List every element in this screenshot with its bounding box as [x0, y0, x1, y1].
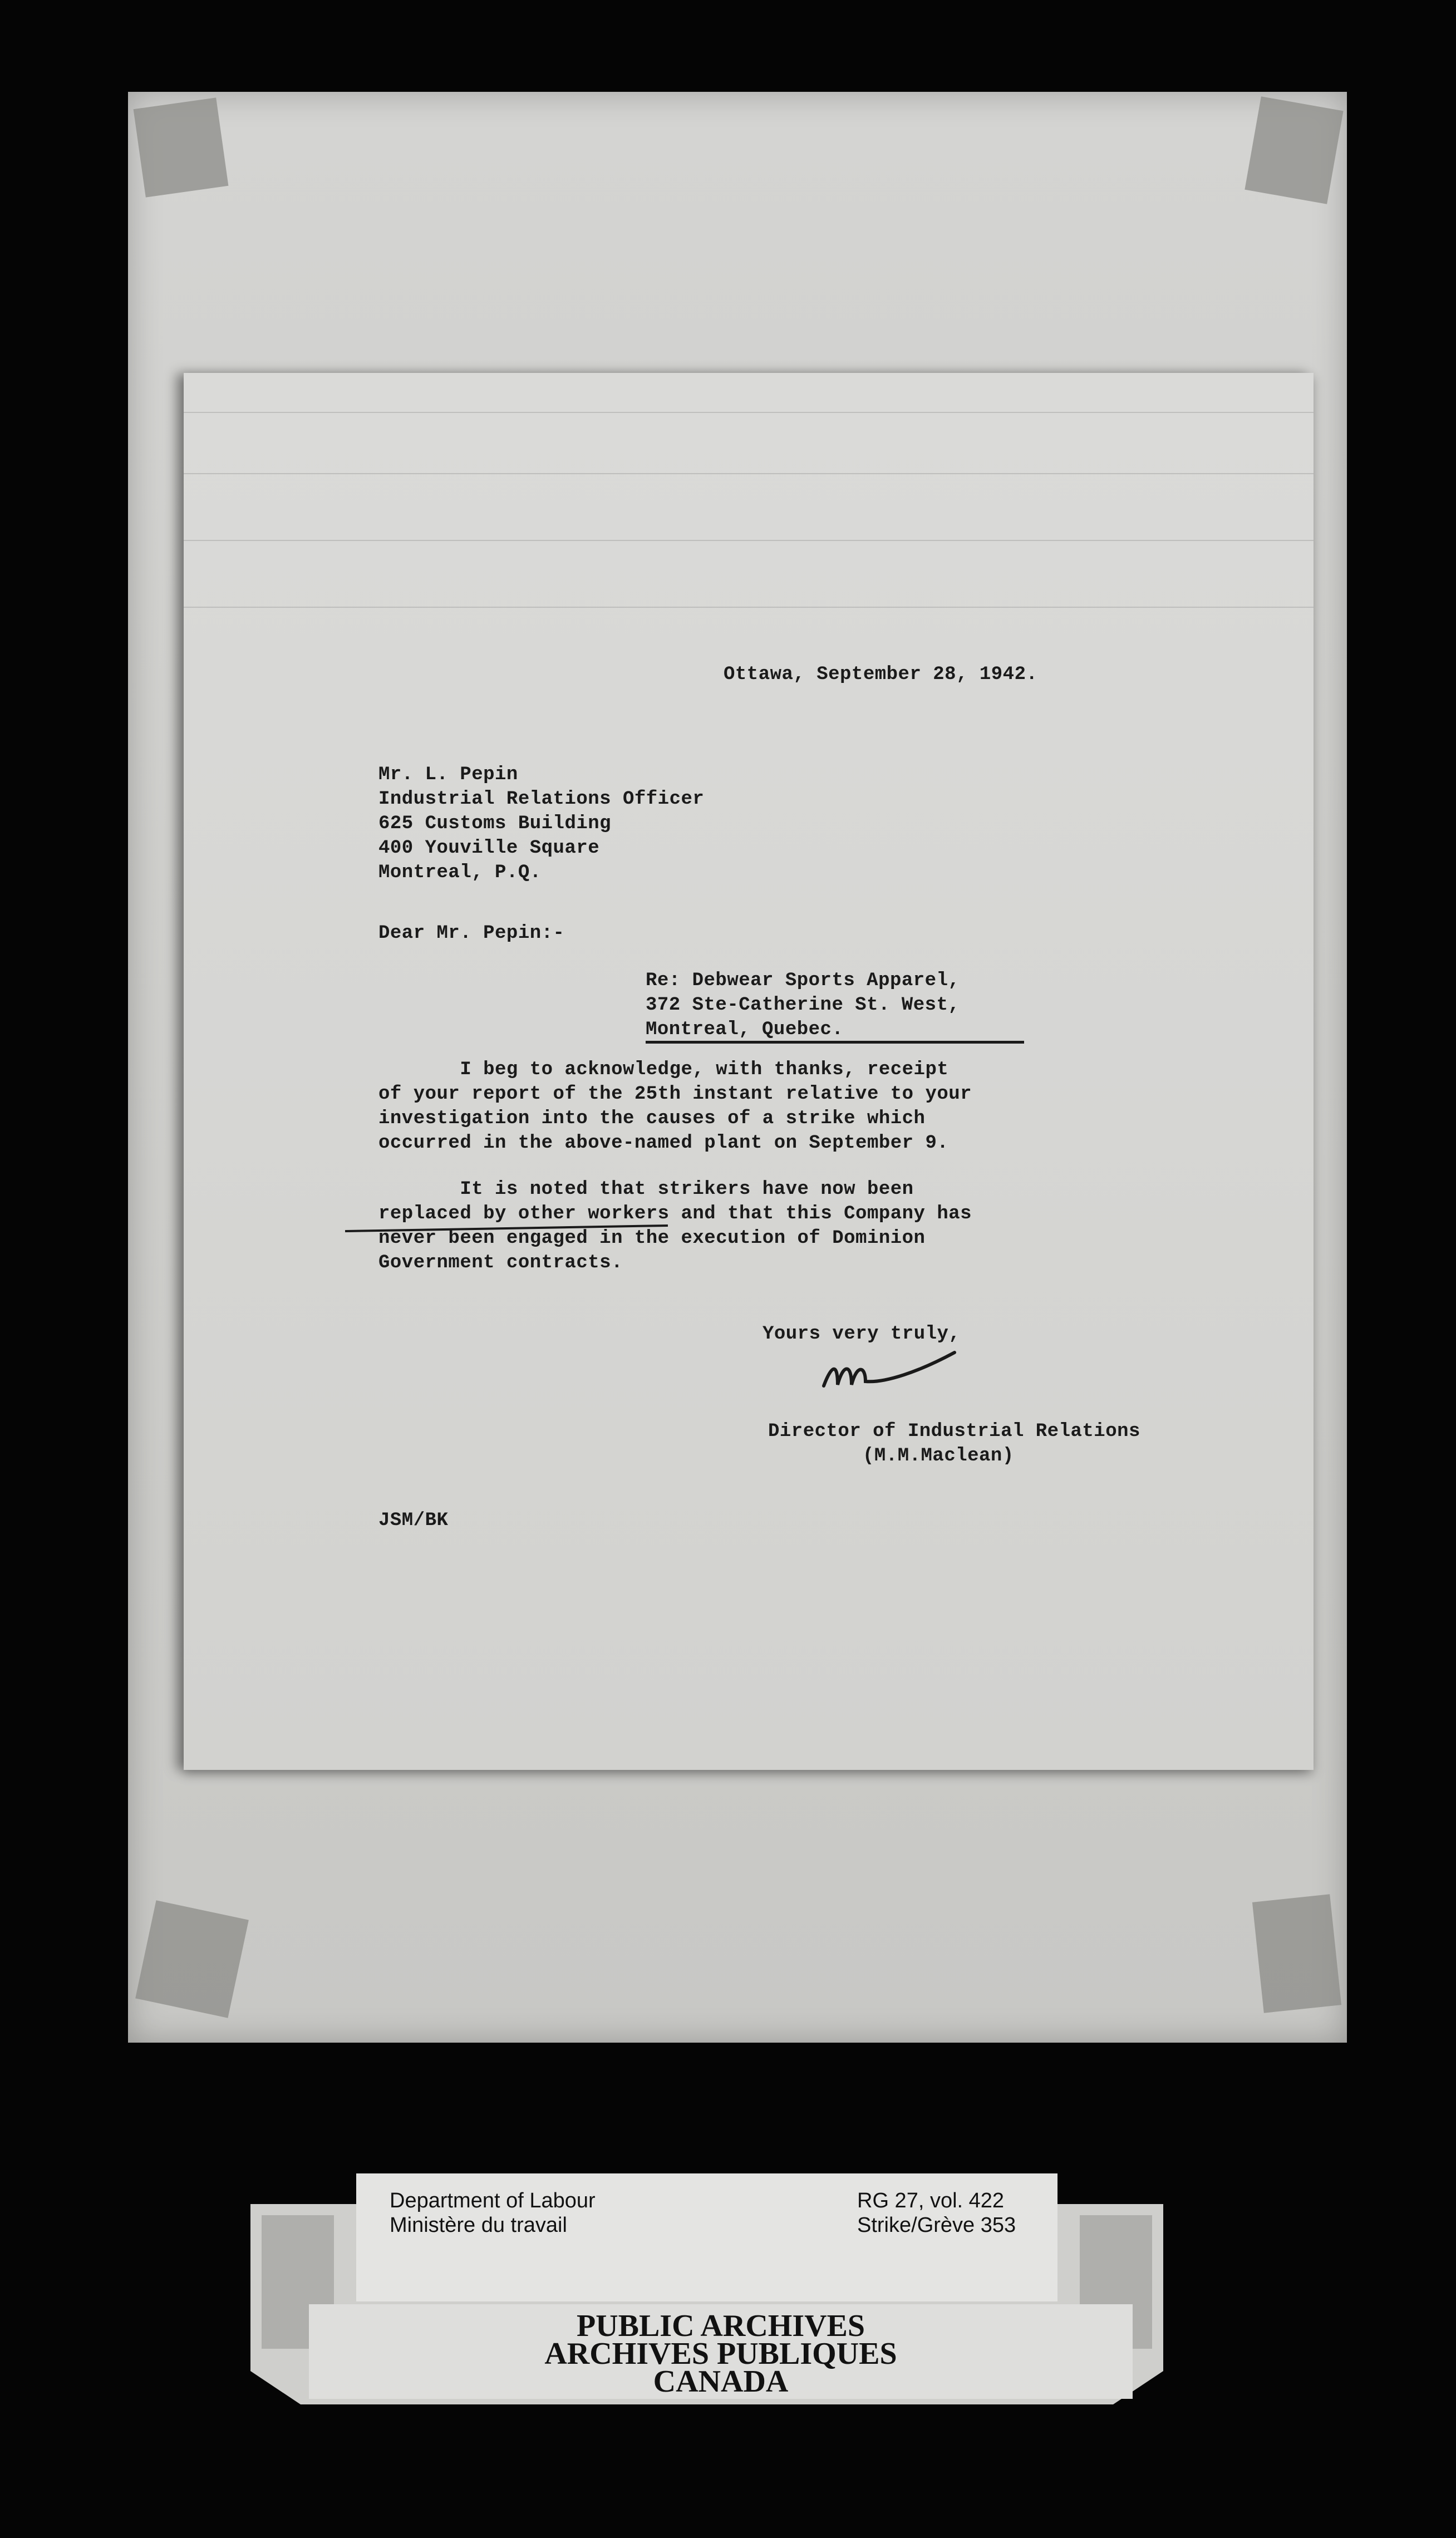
tape-bottom-right [1252, 1894, 1341, 2013]
tape-top-left [134, 97, 229, 197]
letter-page [184, 373, 1314, 1770]
label-strike-number: Strike/Grève 353 [857, 2214, 1016, 2237]
closing: Yours very truly, [763, 1324, 961, 1345]
label-dept-fr: Ministère du travail [390, 2214, 567, 2237]
address-line: Montreal, P.Q. [378, 862, 542, 883]
ruled-line [184, 607, 1314, 608]
paragraph-line: It is noted that strikers have now been [378, 1179, 914, 1200]
address-line: 400 Youville Square [378, 838, 600, 859]
tape-top-right [1245, 96, 1343, 204]
tape-bottom-left [135, 1900, 249, 2018]
paragraph-line: replaced by other workers and that this Company has [378, 1203, 972, 1224]
paragraph-line: never been engaged in the execution of Dominion [378, 1228, 926, 1249]
ruled-line [184, 540, 1314, 541]
address-line: Industrial Relations Officer [378, 789, 705, 810]
label-dept-en: Department of Labour [390, 2189, 596, 2212]
paragraph-line: I beg to acknowledge, with thanks, receipt [378, 1059, 949, 1080]
archive-label-card [356, 2173, 1057, 2301]
paragraph-line: of your report of the 25th instant relative to your [378, 1084, 972, 1105]
signature-title: Director of Industrial Relations [768, 1421, 1140, 1442]
address-line: Mr. L. Pepin [378, 764, 518, 785]
signature-name: (M.M.Maclean) [863, 1445, 1014, 1467]
address-line: 625 Customs Building [378, 813, 612, 834]
re-line: Re: Debwear Sports Apparel, [646, 970, 960, 991]
ruled-line [184, 473, 1314, 474]
signature [813, 1341, 968, 1408]
stamp-line: PUBLIC ARCHIVES [576, 2309, 865, 2343]
archive-stamp-bar [309, 2304, 1133, 2399]
reference-initials: JSM/BK [378, 1510, 449, 1531]
re-line: 372 Ste-Catherine St. West, [646, 995, 960, 1016]
ruled-line [184, 412, 1314, 413]
re-line: Montreal, Quebec. [646, 1019, 844, 1040]
label-volume: RG 27, vol. 422 [857, 2189, 1005, 2212]
stamp-line: ARCHIVES PUBLIQUES [544, 2337, 897, 2371]
paragraph-line: investigation into the causes of a strike which [378, 1108, 926, 1129]
stamp-line: CANADA [653, 2364, 789, 2399]
salutation: Dear Mr. Pepin:- [378, 923, 565, 944]
paragraph-line: Government contracts. [378, 1252, 623, 1273]
paragraph-line: occurred in the above-named plant on September 9. [378, 1133, 949, 1154]
re-underline [646, 1041, 1024, 1044]
letter-date: Ottawa, September 28, 1942. [724, 664, 1038, 685]
